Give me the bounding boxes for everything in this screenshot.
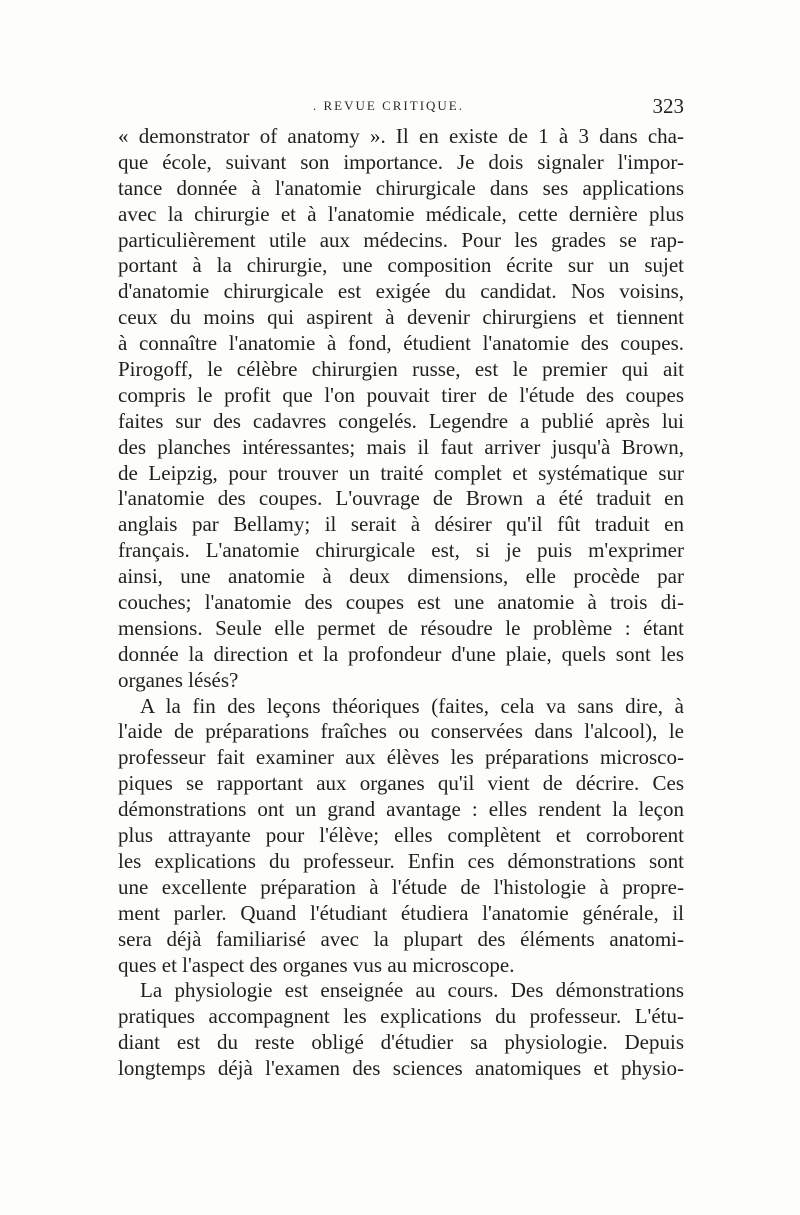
- text-line: faites sur des cadavres congelés. Legendre a publié après lui: [118, 408, 684, 433]
- text-line: ceux du moins qui aspirent à devenir chirurgiens et tiennent: [118, 305, 684, 330]
- text-line: « demonstrator of anatomy ». Il en existe de 1 à 3 dans cha-: [118, 124, 684, 148]
- text-line: Pirogoff, le célèbre chirurgien russe, est le premier qui ait: [118, 357, 684, 382]
- text-line: que école, suivant son importance. Je dois signaler l'impor-: [118, 149, 684, 174]
- text-line: particulièrement utile aux médecins. Pour les grades se rap-: [118, 227, 684, 252]
- text-line: à connaître l'anatomie à fond, étudient l'anatomie des coupes.: [118, 331, 684, 356]
- text-line: l'anatomie des coupes. L'ouvrage de Brown a été traduit en: [118, 486, 684, 511]
- text-line: longtemps déjà l'examen des sciences anatomiques et physio-: [118, 1056, 684, 1081]
- text-line: pratiques accompagnent les explications du professeur. L'étu-: [118, 1004, 684, 1029]
- page-header: [118, 94, 684, 124]
- text-line: démonstrations ont un grand avantage : elles rendent la leçon: [118, 797, 684, 822]
- text-line: mensions. Seule elle permet de résoudre le problème : étant: [118, 615, 684, 640]
- text-line: donnée la direction et la profondeur d'une plaie, quels sont les: [118, 641, 684, 666]
- text-line: d'anatomie chirurgicale est exigée du candidat. Nos voisins,: [118, 279, 684, 304]
- text-line: ainsi, une anatomie à deux dimensions, elle procède par: [118, 564, 684, 589]
- text-line: piques se rapportant aux organes qu'il vient de décrire. Ces: [118, 771, 684, 796]
- text-line: sera déjà familiarisé avec la plupart des éléments anatomi-: [118, 926, 684, 951]
- text-line: ment parler. Quand l'étudiant étudiera l'anatomie générale, il: [118, 900, 684, 925]
- text-line: couches; l'anatomie des coupes est une anatomie à trois di-: [118, 590, 684, 615]
- paragraph-first-line: La physiologie est enseignée au cours. Des démonstrations: [140, 978, 684, 1003]
- text-line: des planches intéressantes; mais il faut arriver jusqu'à Brown,: [118, 434, 684, 459]
- page-number: 323: [652, 94, 684, 118]
- text-line: une excellente préparation à l'étude de l'histologie à propre-: [118, 874, 684, 899]
- paragraph-last-line: organes lésés?: [118, 667, 239, 692]
- text-line: portant à la chirurgie, une composition écrite sur un sujet: [118, 253, 684, 278]
- text-line: de Leipzig, pour trouver un traité complet et systématique sur: [118, 460, 684, 485]
- paragraph-first-line: A la fin des leçons théoriques (faites, cela va sans dire, à: [140, 693, 684, 718]
- running-head: . REVUE CRITIQUE.: [313, 98, 464, 113]
- text-line: anglais par Bellamy; il serait à désirer qu'il fût traduit en: [118, 512, 684, 537]
- text-line: compris le profit que l'on pouvait tirer de l'étude des coupes: [118, 382, 684, 407]
- text-line: l'aide de préparations fraîches ou conservées dans l'alcool), le: [118, 719, 684, 744]
- text-line: plus attrayante pour l'élève; elles complètent et corroborent: [118, 823, 684, 848]
- paragraph-last-line: ques et l'aspect des organes vus au microscope.: [118, 952, 515, 977]
- text-line: les explications du professeur. Enfin ces démonstrations sont: [118, 848, 684, 873]
- text-line: tance donnée à l'anatomie chirurgicale dans ses applications: [118, 175, 684, 200]
- text-line: avec la chirurgie et à l'anatomie médicale, cette dernière plus: [118, 201, 684, 226]
- text-line: professeur fait examiner aux élèves les préparations microsco-: [118, 745, 684, 770]
- text-line: français. L'anatomie chirurgicale est, si je puis m'exprimer: [118, 538, 684, 563]
- text-line: diant est du reste obligé d'étudier sa physiologie. Depuis: [118, 1030, 684, 1055]
- body-text: [118, 124, 684, 1082]
